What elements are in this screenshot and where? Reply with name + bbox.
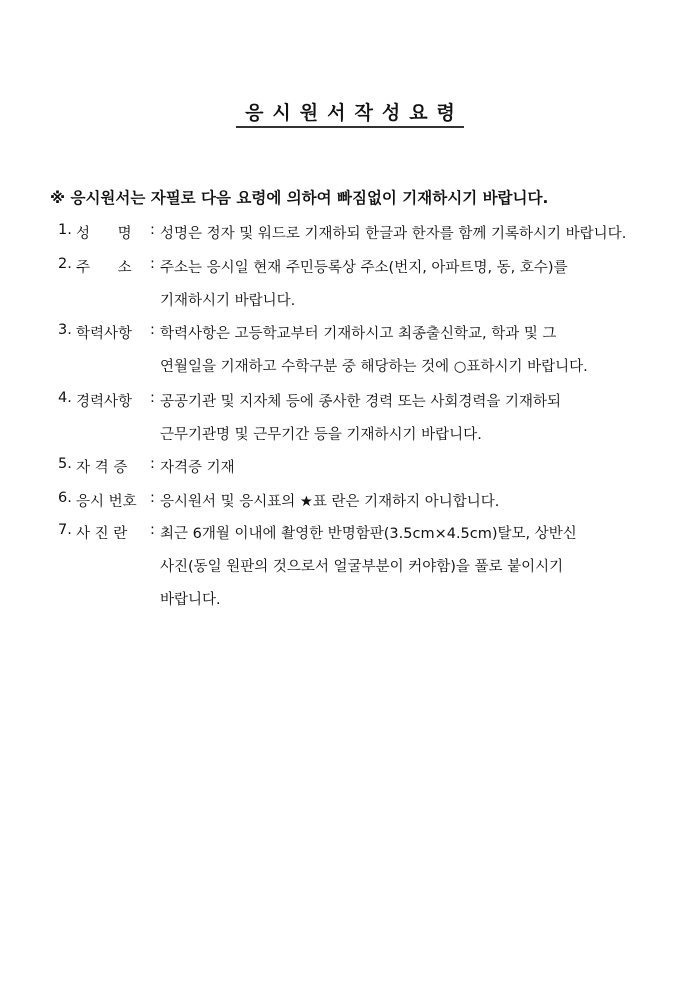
item-label: 경력사항	[76, 394, 133, 410]
item-number: 5.	[58, 456, 72, 472]
instruction-item	[58, 456, 235, 489]
item-number: 6.	[58, 490, 72, 506]
item-label: 주 소	[76, 260, 132, 276]
item-number: 4.	[58, 390, 72, 406]
item-number: 2.	[58, 256, 72, 272]
item-colon: :	[150, 390, 155, 406]
item-text: 공공기관 및 지자체 등에 종사한 경력 또는 사회경력을 기재하되	[160, 394, 562, 410]
item-text: 자격증 기재	[160, 460, 235, 476]
instruction-item	[58, 390, 561, 456]
item-label: 응시 번호	[76, 494, 137, 510]
title-text: 응시원서작성요령	[236, 102, 464, 128]
item-colon: :	[150, 322, 155, 338]
document-title	[0, 98, 700, 125]
item-label: 학력사항	[76, 326, 133, 342]
item-label: 자 격 증	[76, 460, 128, 476]
item-text: 성명은 정자 및 워드로 기재하되 한글과 한자를 함께 기록하시기 바랍니다.	[160, 226, 627, 242]
item-number: 7.	[58, 522, 72, 538]
item-colon: :	[150, 456, 155, 472]
item-label: 성 명	[76, 226, 132, 242]
item-text-continued: 연월일을 기재하고 수학구분 중 해당하는 것에 ○표하시기 바랍니다.	[160, 359, 588, 375]
item-text: 최근 6개월 이내에 촬영한 반명함판(3.5cm×4.5cm)탈모, 상반신	[160, 526, 577, 542]
item-colon: :	[150, 522, 155, 538]
item-colon: :	[150, 256, 155, 272]
instruction-item	[58, 256, 568, 322]
item-text-continued: 사진(동일 원판의 것으로서 얼굴부분이 커야함)을 풀로 붙이시기	[160, 559, 564, 575]
instruction-item	[58, 222, 626, 255]
item-text-continued: 기재하시기 바랍니다.	[160, 293, 296, 309]
instruction-item	[58, 522, 577, 621]
item-colon: :	[150, 222, 155, 238]
item-number: 1.	[58, 222, 72, 238]
instruction-item	[58, 322, 588, 388]
item-number: 3.	[58, 322, 72, 338]
item-text-continued: 근무기관명 및 근무기간 등을 기재하시기 바랍니다.	[160, 427, 482, 443]
item-text: 학력사항은 고등학교부터 기재하시고 최종출신학교, 학과 및 그	[160, 326, 557, 342]
item-colon: :	[150, 490, 155, 506]
item-label: 사 진 란	[76, 526, 128, 542]
notice-text: ※ 응시원서는 자필로 다음 요령에 의하여 빠짐없이 기재하시기 바랍니다.	[50, 189, 549, 207]
item-text-continued: 바랍니다.	[160, 592, 221, 608]
item-text: 주소는 응시일 현재 주민등록상 주소(번지, 아파트명, 동, 호수)를	[160, 260, 568, 276]
instruction-item	[58, 490, 499, 523]
item-text: 응시원서 및 응시표의 ★표 란은 기재하지 아니합니다.	[160, 494, 500, 510]
